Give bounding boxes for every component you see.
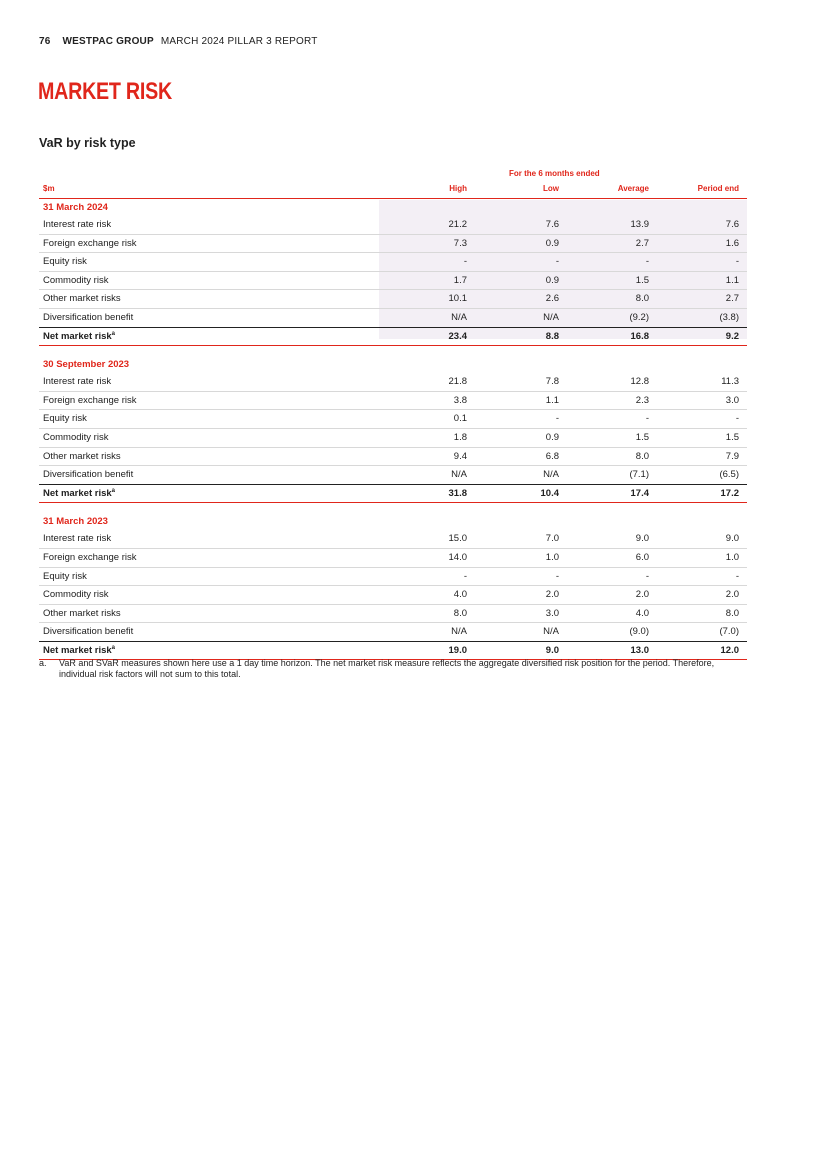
section-gap: [39, 503, 747, 513]
cell-average: 1.5: [635, 431, 649, 443]
table-row: [39, 586, 747, 605]
net-row-label: [43, 485, 115, 503]
row-label: Interest rate risk: [43, 219, 112, 230]
section-heading: [39, 199, 747, 216]
net-cell-low: 10.4: [540, 487, 559, 499]
cell-low: 1.1: [545, 394, 559, 406]
row-label: Diversification benefit: [43, 626, 134, 638]
column-header-low: Low: [543, 184, 559, 193]
cell-high: 3.8: [453, 394, 467, 406]
net-cell-average: 13.0: [630, 644, 649, 656]
row-label: Interest rate risk: [43, 376, 112, 388]
net-cell-low: 9.0: [545, 644, 559, 656]
row-label: Foreign exchange risk: [43, 551, 137, 563]
table-body: [39, 199, 747, 660]
cell-average: -: [645, 413, 649, 425]
row-label: Foreign exchange risk: [43, 394, 137, 406]
net-cell-average: 16.8: [630, 330, 649, 342]
cell-high: -: [463, 570, 467, 582]
footnote-marker: a.: [39, 658, 47, 668]
cell-high: 9.4: [453, 450, 467, 462]
column-header-period-end: Period end: [697, 184, 739, 193]
cell-high: 21.2: [448, 219, 467, 230]
unit-label: $m: [43, 184, 55, 193]
cell-high: 10.1: [448, 293, 467, 305]
cell-high: 15.0: [448, 533, 467, 545]
cell-average: 9.0: [635, 533, 649, 545]
period-label: For the 6 months ended: [509, 169, 600, 178]
row-label: Commodity risk: [43, 274, 109, 286]
page-header: [39, 36, 318, 47]
page-title: MARKET RISK: [38, 78, 172, 105]
cell-period-end: (3.8): [719, 311, 739, 323]
net-row-label: [43, 642, 115, 660]
cell-low: 7.6: [545, 219, 559, 230]
cell-period-end: 1.0: [725, 551, 739, 563]
table-row: [39, 253, 747, 272]
cell-low: 7.0: [545, 533, 559, 545]
table-row: [39, 448, 747, 467]
cell-average: (7.1): [629, 469, 649, 481]
cell-high: 21.8: [448, 376, 467, 388]
cell-period-end: 1.6: [725, 237, 739, 249]
cell-period-end: -: [735, 570, 739, 582]
cell-low: N/A: [543, 469, 559, 481]
table-row: [39, 392, 747, 411]
cell-low: 0.9: [545, 274, 559, 286]
table-row: [39, 272, 747, 291]
row-label: Diversification benefit: [43, 469, 134, 481]
footnote-text: VaR and SVaR measures shown here use a 1 day time horizon. The net market risk measure reflects the aggregate diversified risk position for the period. Therefore, individual risk factors will not sum to this total.: [59, 658, 715, 679]
net-row-label-text: Net market risk: [43, 330, 112, 342]
table-row: [39, 290, 747, 309]
cell-low: 7.8: [545, 376, 559, 388]
cell-high: N/A: [451, 626, 467, 638]
cell-high: -: [463, 256, 467, 268]
section-heading-label: 30 September 2023: [43, 359, 130, 371]
table-row: [39, 410, 747, 429]
cell-low: 0.9: [545, 237, 559, 249]
table-row: [39, 623, 747, 642]
cell-period-end: 7.9: [725, 450, 739, 462]
net-row-label: [43, 328, 115, 346]
cell-period-end: 1.5: [725, 431, 739, 443]
net-cell-low: 8.8: [545, 330, 559, 342]
cell-high: 8.0: [453, 607, 467, 619]
net-cell-high: 23.4: [448, 330, 467, 342]
column-header-average: Average: [617, 184, 649, 193]
row-label: Commodity risk: [43, 589, 109, 601]
table-row: [39, 549, 747, 568]
net-market-risk-row: [39, 485, 747, 504]
cell-low: 1.0: [545, 551, 559, 563]
table-row: [39, 568, 747, 587]
net-cell-period-end: 17.2: [720, 487, 739, 499]
section-heading: [39, 356, 747, 373]
net-cell-period-end: 12.0: [720, 644, 739, 656]
net-cell-high: 31.8: [448, 487, 467, 499]
cell-period-end: 2.0: [725, 589, 739, 601]
row-label: Other market risks: [43, 607, 121, 619]
var-table: [39, 166, 747, 660]
cell-low: -: [555, 413, 559, 425]
net-market-risk-row: [39, 328, 747, 347]
cell-high: 1.7: [453, 274, 467, 286]
cell-low: N/A: [543, 311, 559, 323]
footnote-reference: a: [111, 644, 115, 651]
cell-average: -: [645, 256, 649, 268]
report-name: MARCH 2024 PILLAR 3 REPORT: [160, 36, 318, 47]
cell-average: 8.0: [635, 450, 649, 462]
footnote-reference: a: [111, 487, 115, 494]
cell-high: N/A: [451, 469, 467, 481]
cell-period-end: 2.7: [725, 293, 739, 305]
table-row: [39, 373, 747, 392]
cell-high: 14.0: [448, 551, 467, 563]
net-cell-period-end: 9.2: [725, 330, 739, 342]
cell-average: 2.3: [635, 394, 649, 406]
net-row-label-text: Net market risk: [43, 487, 112, 499]
cell-average: 6.0: [635, 551, 649, 563]
cell-average: -: [645, 570, 649, 582]
row-label: Diversification benefit: [43, 311, 134, 323]
cell-average: (9.2): [629, 311, 649, 323]
table-row: [39, 530, 747, 549]
cell-period-end: (7.0): [719, 626, 739, 638]
section-heading: [39, 513, 747, 530]
net-row-label-text: Net market risk: [43, 644, 112, 656]
row-label: Foreign exchange risk: [43, 237, 137, 249]
table-row: [39, 309, 747, 328]
cell-period-end: 3.0: [725, 394, 739, 406]
row-label: Other market risks: [43, 293, 121, 305]
cell-high: 4.0: [453, 589, 467, 601]
cell-period-end: 1.1: [725, 274, 739, 286]
row-label: Equity risk: [43, 413, 87, 425]
period-header: [39, 166, 747, 180]
row-label: Equity risk: [43, 570, 87, 582]
cell-low: N/A: [543, 626, 559, 638]
cell-low: 2.6: [545, 293, 559, 305]
table-row: [39, 235, 747, 254]
table-row: [39, 605, 747, 624]
cell-average: 12.8: [630, 376, 649, 388]
cell-period-end: 8.0: [725, 607, 739, 619]
cell-average: (9.0): [629, 626, 649, 638]
table-row: [39, 429, 747, 448]
cell-average: 4.0: [635, 607, 649, 619]
cell-period-end: 9.0: [725, 533, 739, 545]
cell-high: 0.1: [453, 413, 467, 425]
cell-low: 6.8: [545, 450, 559, 462]
footnote-reference: a: [111, 330, 115, 337]
section-heading-label: 31 March 2023: [43, 516, 108, 528]
cell-low: 3.0: [545, 607, 559, 619]
column-header-high: High: [449, 184, 467, 193]
net-cell-high: 19.0: [448, 644, 467, 656]
column-header-row: [39, 180, 747, 199]
cell-high: N/A: [451, 311, 467, 323]
company-name: WESTPAC GROUP: [62, 36, 154, 47]
row-label: Equity risk: [43, 256, 87, 268]
cell-high: 7.3: [453, 237, 467, 249]
row-label: Interest rate risk: [43, 533, 112, 545]
cell-average: 8.0: [635, 293, 649, 305]
cell-period-end: 11.3: [721, 376, 739, 388]
net-cell-average: 17.4: [630, 487, 649, 499]
cell-low: -: [555, 256, 559, 268]
row-label: Other market risks: [43, 450, 121, 462]
cell-period-end: (6.5): [719, 469, 739, 481]
section-gap: [39, 346, 747, 356]
cell-low: 2.0: [545, 589, 559, 601]
cell-low: 0.9: [545, 431, 559, 443]
section-heading-label: 31 March 2024: [43, 202, 108, 213]
table-row: [39, 466, 747, 485]
cell-average: 1.5: [635, 274, 649, 286]
cell-period-end: -: [735, 413, 739, 425]
cell-period-end: 7.6: [725, 219, 739, 230]
cell-average: 13.9: [630, 219, 649, 230]
row-label: Commodity risk: [43, 431, 109, 443]
cell-average: 2.0: [635, 589, 649, 601]
cell-high: 1.8: [453, 431, 467, 443]
cell-low: -: [555, 570, 559, 582]
cell-average: 2.7: [635, 237, 649, 249]
table-title: VaR by risk type: [39, 136, 136, 150]
cell-period-end: -: [735, 256, 739, 268]
table-row: [39, 216, 747, 235]
page-number: 76: [39, 36, 51, 47]
